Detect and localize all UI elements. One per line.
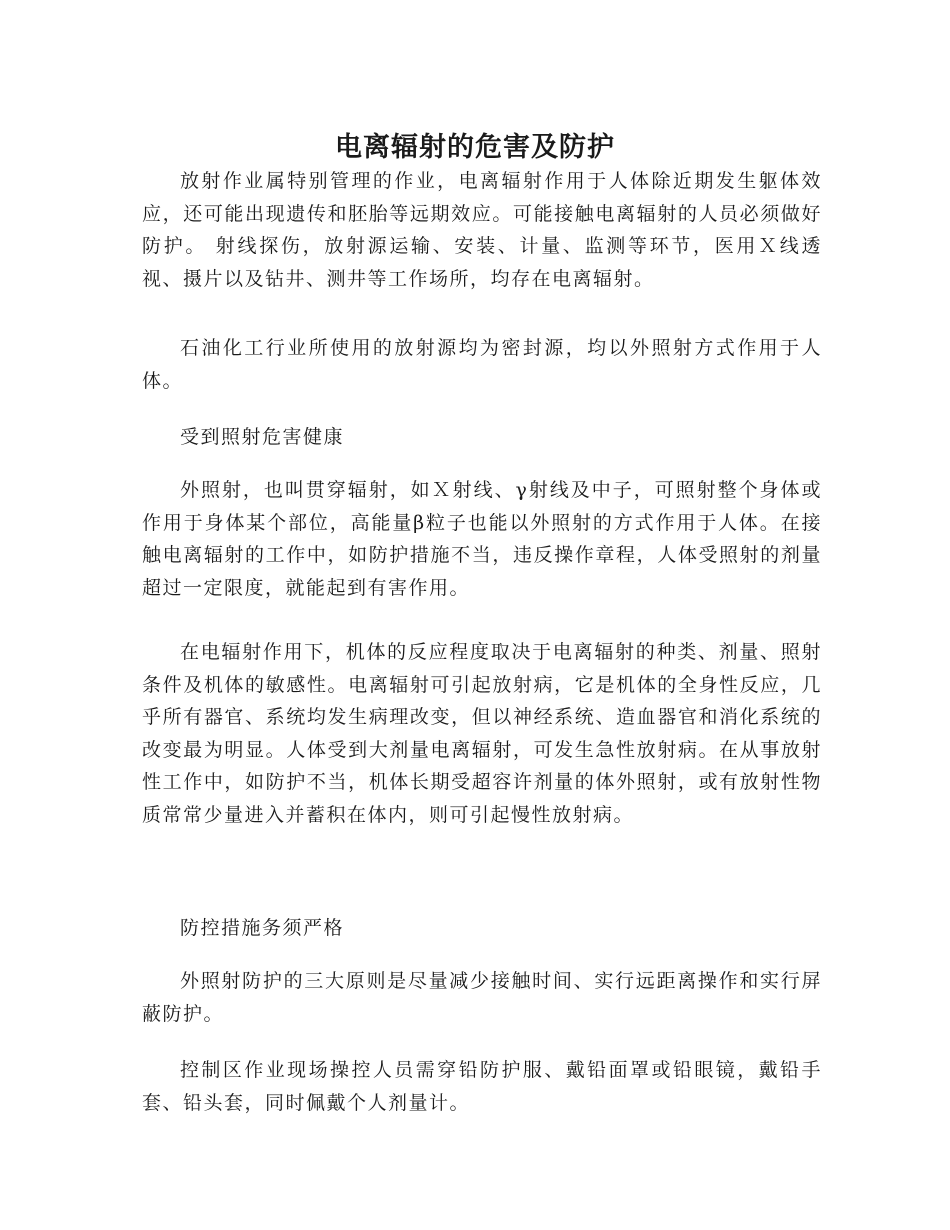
document-title: 电离辐射的危害及防护 — [335, 132, 615, 164]
section-heading-health-hazard: 受到照射危害健康 — [180, 426, 345, 448]
paragraph-sealed-sources: 石油化工行业所使用的放射源均为密封源，均以外照射方式作用于人体。 — [142, 337, 822, 392]
paragraph-protection-principles: 外照射防护的三大原则是尽量减少接触时间、实行远距离操作和实行屏蔽防护。 — [142, 970, 822, 1025]
paragraph-protective-equipment: 控制区作业现场操控人员需穿铅防护服、戴铅面罩或铅眼镜，戴铅手套、铅头套，同时佩戴个人剂量计。 — [142, 1059, 822, 1114]
paragraph-external-radiation: 外照射，也叫贯穿辐射，如Ｘ射线、γ射线及中子，可照射整个身体或作用于身体某个部位，高能量β粒子也能以外照射的方式作用于人体。在接触电离辐射的工作中，如防护措施不当，违反操作章程，人体受照射的剂量超过一定限度，就能起到有害作用。 — [142, 479, 822, 599]
paragraph-radiation-sickness: 在电辐射作用下，机体的反应程度取决于电离辐射的种类、剂量、照射条件及机体的敏感性。电离辐射可引起放射病，它是机体的全身性反应，几乎所有器官、系统均发生病理改变，但以神经系统、造血器官和消化系统的改变最为明显。人体受到大剂量电离辐射，可发生急性放射病。在从事放射性工作中，如防护不当，机体长期受超容许剂量的体外照射，或有放射性物质常常少量进入并蓄积在体内，则可引起慢性放射病。 — [142, 641, 822, 826]
paragraph-intro: 放射作业属特别管理的作业，电离辐射作用于人体除近期发生躯体效应，还可能出现遗传和胚胎等远期效应。可能接触电离辐射的人员必须做好防护。 射线探伤，放射源运输、安装、计量、监测等环节，医用Ｘ线透视、摄片以及钻井、测井等工作场所，均存在电离辐射。 — [142, 170, 822, 290]
section-heading-control-measures: 防控措施务须严格 — [180, 917, 345, 939]
